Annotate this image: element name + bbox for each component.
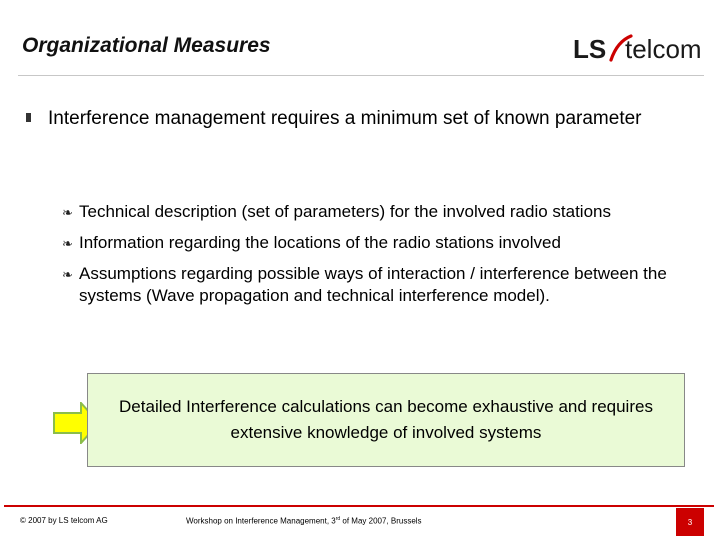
sub-bullet-item: [62, 201, 689, 223]
page-number: 3: [676, 508, 704, 536]
sub-bullet-list: [62, 201, 689, 316]
sub-bullet-icon: ❧: [62, 267, 73, 282]
sub-bullet-icon: ❧: [62, 205, 73, 220]
sub-bullet-item: [62, 232, 689, 254]
logo-telcom-text: telcom: [625, 34, 702, 64]
sub-bullet-text: Assumptions regarding possible ways of interaction / interference between the systems (Wave propagation and technical interference model).: [79, 264, 667, 305]
footer-event-prefix: Workshop on Interference Management, 3: [186, 516, 336, 526]
sub-bullet-item: [62, 263, 689, 307]
sub-bullet-text: Technical description (set of parameters) for the involved radio stations: [79, 202, 611, 221]
logo-ls-text: LS: [573, 34, 607, 64]
title-divider: [18, 75, 704, 76]
footer-divider: [4, 505, 714, 507]
callout-box: [87, 373, 685, 467]
ls-telcom-logo: [571, 30, 711, 64]
sub-bullet-icon: ❧: [62, 236, 73, 251]
callout-text: Detailed Interference calculations can become exhaustive and requires extensive knowledge of involved systems: [119, 397, 653, 442]
footer-copyright: © 2007 by LS telcom AG: [20, 516, 108, 525]
square-bullet-icon: [26, 113, 31, 122]
sub-bullet-text: Information regarding the locations of the radio stations involved: [79, 233, 561, 252]
footer-event: [186, 516, 422, 526]
main-bullet-text: Interference management requires a minimum set of known parameter: [48, 108, 642, 129]
footer-event-sup: rd: [335, 516, 341, 522]
footer-event-suffix: of May 2007, Brussels: [340, 516, 422, 526]
slide-title: Organizational Measures: [22, 34, 271, 57]
